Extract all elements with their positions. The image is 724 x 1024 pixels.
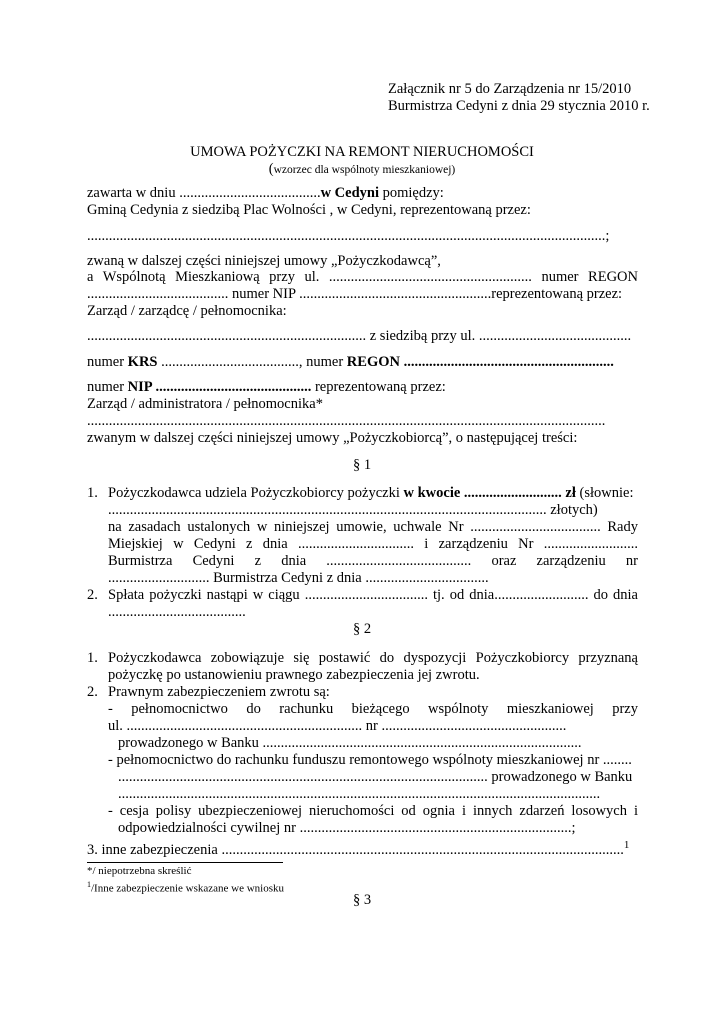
borrower-designation: zwanym w dalszej części niniejszej umowy „Pożyczkobiorcą”, o następującej treści:	[87, 430, 578, 446]
attachment-line-1: Załącznik nr 5 do Zarządzenia nr 15/2010	[388, 81, 632, 97]
s1-item-2-line-2: ......................................	[108, 604, 246, 620]
nip-line: numer NIP ........................................... reprezentowaną przez:	[87, 379, 446, 395]
security-bullet-3: - cesja polisy ubezpieczeniowej nieruchomości od ognia i innych zdarzeń losowych i	[108, 803, 638, 819]
footnote-2: $^1$/Inne zabezpieczenie wskazane we wniosku	[87, 880, 285, 895]
borrower-nip-line: ....................................... numer NIP .....................................................reprezentowaną przez:	[87, 286, 623, 302]
borrower-address-line: a Wspólnotą Mieszkaniową przy ul. ........................................................ numer REGON	[87, 269, 638, 285]
s1-item-2-number: 2.	[87, 587, 98, 603]
s2-item-1-line-2: pożyczkę po ustanowieniu prawnego zabezpieczenia jej zwrotu.	[108, 667, 480, 683]
lender-designation: zwaną w dalszej części niniejszej umowy „Pożyczkodawcą”,	[87, 253, 441, 269]
security-bullet-2-line-3: .....................................................................................................................................	[118, 786, 601, 802]
security-bullet-2: - pełnomocnictwo do rachunku funduszu remontowego wspólnoty mieszkaniowej nr ........	[108, 752, 632, 768]
borrower-admin-label: Zarząd / administratora / pełnomocnika*	[87, 396, 323, 412]
document-subtitle: (wzorzec dla wspólnoty mieszkaniowej)	[268, 161, 456, 177]
s2-item-2-number: 2.	[87, 684, 98, 700]
krs-regon-line: numer KRS ......................................, numer REGON ..........................................................	[87, 354, 614, 370]
borrower-admin-dots: ...............................................................................................................................................	[87, 413, 606, 429]
s1-item-1-line-4: Miejskiej w Cedyni z dnia ................................ i zarządzeniu Nr ..........................	[108, 536, 638, 552]
s1-item-2-line-1: Spłata pożyczki nastąpi w ciągu .................................. tj. od dnia.......................... do dnia	[108, 587, 638, 603]
footnote-separator	[87, 862, 283, 863]
document-title: UMOWA POŻYCZKI NA REMONT NIERUCHOMOŚCI	[190, 144, 534, 160]
section-2-heading: § 2	[352, 621, 372, 637]
security-bullet-1: - pełnomocnictwo do rachunku bieżącego wspólnoty mieszkaniowej przy	[108, 701, 638, 717]
borrower-board-label: Zarząd / zarządcę / pełnomocnika:	[87, 303, 287, 319]
s1-item-1-line-6: ............................ Burmistrza Cedyni z dnia ..................................	[108, 570, 489, 586]
security-bullet-3-line-2: odpowiedzialności cywilnej nr ...........................................................................;	[118, 820, 576, 836]
s1-item-1-line-2: ......................................................................................................................... złotych)	[108, 502, 598, 518]
section-3-heading: § 3	[352, 892, 372, 908]
attachment-line-2: Burmistrza Cedyni z dnia 29 stycznia 2010 r.	[388, 98, 650, 114]
contract-date-line: zawarta w dniu .......................................w Cedyni pomiędzy:	[87, 185, 444, 201]
security-bullet-2-line-2: ...................................................................................................... prowadzonego w Banku	[118, 769, 633, 785]
s1-item-1-line-1: Pożyczkodawca udziela Pożyczkobiorcy pożyczki w kwocie ........................... zł (słownie:	[108, 485, 634, 501]
s1-item-1-number: 1.	[87, 485, 98, 501]
lender-representative-dots: ...............................................................................................................................................;	[87, 228, 610, 244]
s2-item-3: 3. inne zabezpieczenia ...............................................................................................................$^1$	[87, 839, 630, 858]
section-1-heading: § 1	[352, 457, 372, 473]
borrower-board-address: ............................................................................. z siedzibą przy ul. ..........................................	[87, 328, 632, 344]
security-bullet-1-line-3: prowadzonego w Banku ........................................................................................	[118, 735, 582, 751]
s2-item-1-number: 1.	[87, 650, 98, 666]
s2-item-2-line-1: Prawnym zabezpieczeniem zwrotu są:	[108, 684, 330, 700]
s2-item-1-line-1: Pożyczkodawca zobowiązuje się postawić do dyspozycji Pożyczkobiorcy przyznaną	[108, 650, 638, 666]
s1-item-1-line-5: Burmistrza Cedyni z dnia ........................................ oraz zarządzeniu nr	[108, 553, 638, 569]
lender-line: Gminą Cedynia z siedzibą Plac Wolności , w Cedyni, reprezentowaną przez:	[87, 202, 531, 218]
footnote-1: */ niepotrzebna skreślić	[87, 865, 192, 877]
security-bullet-1-line-2: ul. ................................................................. nr ...................................................	[108, 718, 567, 734]
s1-item-1-line-3: na zasadach ustalonych w niniejszej umowie, uchwale Nr .................................... Rady	[108, 519, 638, 535]
